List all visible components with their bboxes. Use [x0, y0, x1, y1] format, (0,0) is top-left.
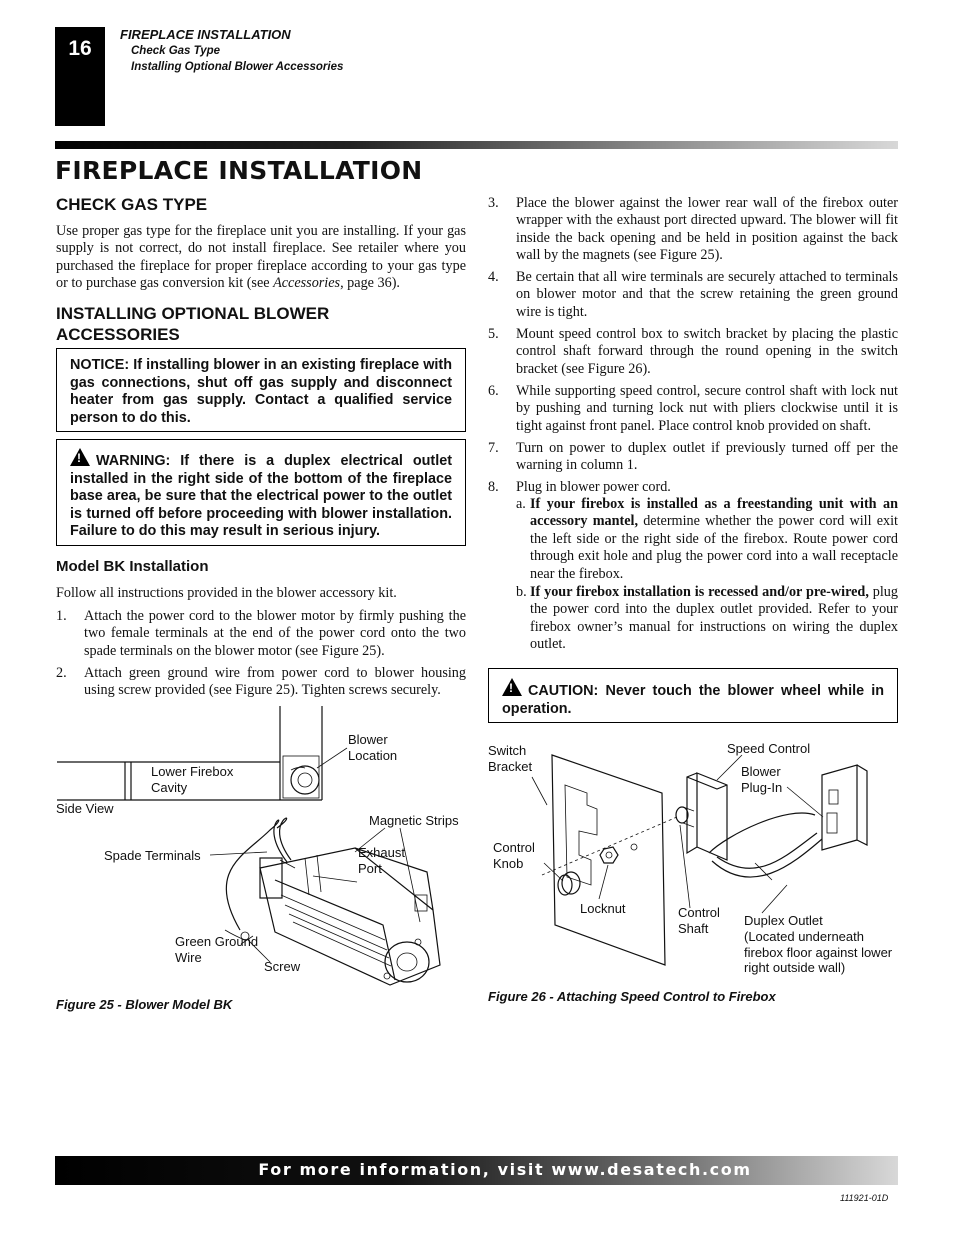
substep-bold: If your firebox installation is recessed and/or pre-wired,: [530, 584, 869, 600]
check-gas-type-paragraph: [56, 223, 466, 293]
figure-26-caption: Figure 26 - Attaching Speed Control to Firebox: [488, 989, 776, 1004]
step-number: 4.: [488, 269, 499, 285]
label-side-view: Side View: [56, 801, 114, 816]
substep-text: [530, 496, 898, 583]
warning-icon: [502, 678, 522, 696]
notice-box: [56, 348, 466, 432]
substep-body: determine whether the power cord will exit the left side or the right side of the firebox. Route power cord through exit hole and plug the power cord into a wall receptacle near the firebox.: [530, 513, 899, 582]
warning-box: [56, 439, 466, 546]
accessories-reference: Accessories: [273, 275, 341, 292]
list-item: [488, 383, 898, 438]
warning-text: WARNING: If there is a duplex electrical outlet installed in the right side of the bottom of the fireplace base area, be sure that the electrical power to the outlet is turned off before proceeding with blower installation. Failure to do this may result in serious injury.: [70, 453, 452, 540]
label-exhaust-port: [358, 845, 418, 876]
paragraph-text-end: , page 36).: [340, 275, 400, 292]
paragraph-text: Use proper gas type for the fireplace unit you are installing. If your gas supply is not correct, do not install fireplace. See retailer where you purchased the fireplace for proper fireplace according to your gas type or to purchase gas conversion kit (see: [56, 223, 466, 292]
label-blower-plug-in: [741, 764, 796, 795]
blower-heading: INSTALLING OPTIONAL BLOWER ACCESSORIES: [56, 304, 330, 344]
step-text: Turn on power to duplex outlet if previously turned off per the warning in column 1.: [516, 440, 898, 474]
model-bk-intro: Follow all instructions provided in the blower accessory kit.: [56, 585, 397, 601]
list-item: [488, 440, 898, 478]
step-number: 2.: [56, 665, 67, 681]
notice-text: NOTICE: If installing blower in an existing fireplace with gas connections, shut off gas supply and disconnect heater from gas supply. Contact a qualified service person to do this.: [70, 357, 452, 426]
step-number: 3.: [488, 195, 499, 211]
substep-letter: b.: [516, 584, 527, 600]
list-item: [56, 608, 466, 663]
step-text: Attach green ground wire from power cord to blower housing using screw provided (see Figure 25). Tighten screws securely.: [84, 665, 466, 699]
check-gas-type-heading: CHECK GAS TYPE: [56, 195, 208, 214]
substep-text: [530, 584, 898, 654]
footer-website-text: For more information, visit www.desatech.com: [258, 1160, 752, 1179]
substep-letter: a.: [516, 496, 526, 512]
running-header-section: FIREPLACE INSTALLATION: [120, 27, 291, 42]
list-item: [488, 326, 898, 381]
label-duplex-note: [744, 929, 896, 976]
page-number: 16: [68, 37, 92, 60]
label-magnetic-strips: Magnetic Strips: [369, 813, 459, 828]
list-item: [516, 584, 898, 654]
label-control-knob: [493, 840, 548, 871]
list-item: [516, 496, 898, 584]
label-switch-bracket: [488, 743, 543, 774]
page-number-box: [55, 27, 105, 126]
warning-icon: [70, 448, 90, 466]
list-item: [488, 195, 898, 267]
label-green-ground-wire: [175, 934, 265, 965]
step-text: Plug in blower power cord.: [516, 479, 671, 495]
label-text: Switch Bracket: [488, 743, 533, 774]
substep-bold: If your firebox is installed as a freestanding unit with an accessory mantel,: [530, 496, 898, 530]
step-number: 5.: [488, 326, 499, 342]
document-code: 111921-01D: [840, 1193, 889, 1203]
label-text: Exhaust Port: [358, 845, 405, 876]
label-locknut: Locknut: [580, 901, 626, 916]
step-text: While supporting speed control, secure control shaft with lock nut by pushing and turning lock nut with pliers clockwise until it is tight against front panel. Place control knob provided on shaft.: [516, 383, 898, 434]
step-number: 6.: [488, 383, 499, 399]
label-screw: Screw: [264, 959, 301, 974]
step-text: Place the blower against the lower rear wall of the firebox outer wrapper with the exhaust port directed upward. The blower will fit inside the back opening and be held in position against the back wall by the magnets (see Figure 25).: [516, 195, 898, 264]
label-text: Control Knob: [493, 840, 535, 871]
step-number: 7.: [488, 440, 499, 456]
label-spade-terminals: Spade Terminals: [104, 848, 201, 863]
label-text: Lower Firebox Cavity: [151, 764, 234, 795]
header-rule: [55, 141, 898, 149]
label-blower-location: [348, 732, 418, 763]
label-text: (Located underneath firebox floor against lower right outside wall): [744, 929, 893, 975]
label-speed-control: Speed Control: [727, 741, 811, 756]
label-text: Blower Location: [348, 732, 398, 763]
label-text: Blower Plug-In: [741, 764, 783, 795]
step-number: 1.: [56, 608, 67, 624]
running-header-subsection-2: Installing Optional Blower Accessories: [131, 61, 344, 73]
step-text: Be certain that all wire terminals are securely attached to terminals on blower motor and that the screw retaining the green ground wire is tight.: [516, 269, 898, 320]
substep-body: plug the power cord into the duplex outlet provided. Refer to your firebox owner’s manual for instructions on wiring the duplex outlet.: [530, 584, 898, 653]
figure-25-caption: Figure 25 - Blower Model BK: [56, 997, 233, 1012]
label-lower-firebox: [151, 764, 251, 795]
label-text: Control Shaft: [678, 905, 720, 936]
step-text: Attach the power cord to the blower motor by firmly pushing the two female terminals at the end of the power cord onto the two spade terminals on the blower motor (see Figure 25).: [84, 608, 466, 659]
step-number: 8.: [488, 479, 499, 495]
page-title: FIREPLACE INSTALLATION: [55, 156, 423, 185]
running-header-subsection-1: Check Gas Type: [131, 45, 221, 57]
step-text: Mount speed control box to switch bracket by placing the plastic control shaft forward through the round opening in the switch bracket (see Figure 26).: [516, 326, 898, 377]
caution-box: [488, 668, 898, 723]
label-text: Green Ground Wire: [175, 934, 259, 965]
label-control-shaft: [678, 905, 733, 936]
caution-text: CAUTION: Never touch the blower wheel while in operation.: [502, 683, 884, 717]
footer-bar: [55, 1156, 898, 1185]
list-item: [56, 665, 466, 705]
list-item: [488, 269, 898, 324]
model-bk-heading: Model BK Installation: [56, 558, 209, 575]
label-duplex-outlet: Duplex Outlet: [744, 913, 823, 928]
